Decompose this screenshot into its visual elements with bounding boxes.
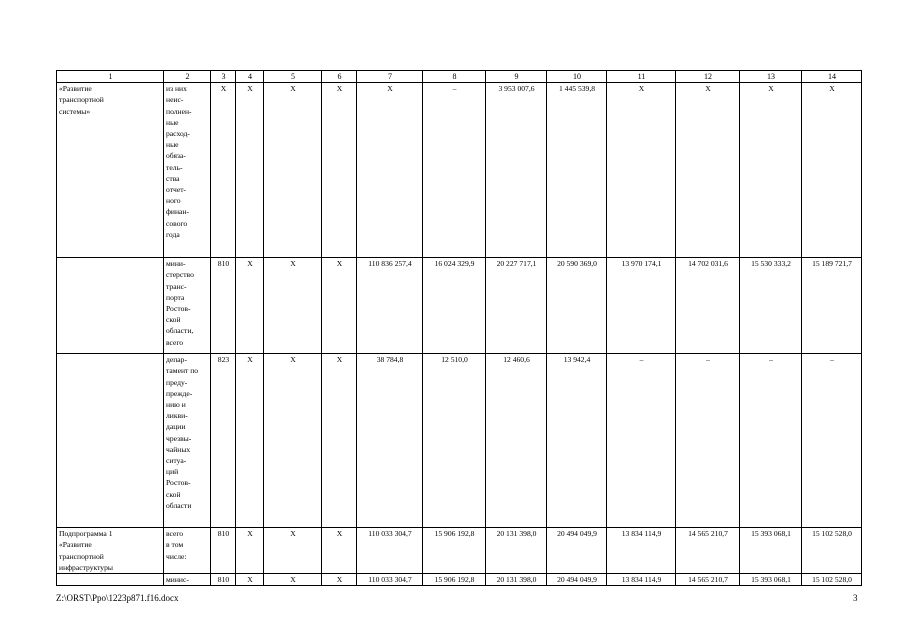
value-cell: X [740, 83, 802, 258]
column-number: 9 [486, 71, 547, 83]
value-cell: – [740, 354, 802, 528]
value-cell: 810 [211, 574, 236, 586]
column-number: 1 [57, 71, 164, 83]
value-cell: X [264, 354, 322, 528]
executor-cell: мини- стерство транс- порта Ростов- ской области, всего [164, 258, 211, 354]
value-cell: X [264, 528, 322, 574]
executor-cell: минис- [164, 574, 211, 586]
value-cell: 13 942,4 [547, 354, 607, 528]
value-cell: 16 024 329,9 [423, 258, 486, 354]
value-cell: 15 189 721,7 [802, 258, 862, 354]
value-cell: X [236, 528, 264, 574]
column-number: 5 [264, 71, 322, 83]
program-name-cell: Подпрограмма 1 «Развитие транспортной инфраструктуры [57, 528, 164, 574]
value-cell: 15 102 528,0 [802, 574, 862, 586]
column-number: 13 [740, 71, 802, 83]
value-cell: X [322, 354, 357, 528]
value-cell: 15 906 192,8 [423, 528, 486, 574]
value-cell: 13 970 174,1 [607, 258, 676, 354]
value-cell: – [676, 354, 740, 528]
column-number: 4 [236, 71, 264, 83]
value-cell: 20 131 398,0 [486, 574, 547, 586]
value-cell: X [264, 574, 322, 586]
column-number: 10 [547, 71, 607, 83]
value-cell: 110 836 257,4 [357, 258, 423, 354]
table-row [57, 528, 862, 574]
program-name-cell: «Развитие транспортной системы» [57, 83, 164, 258]
value-cell: 15 530 333,2 [740, 258, 802, 354]
column-number: 12 [676, 71, 740, 83]
value-cell: X [236, 574, 264, 586]
value-cell: 3 953 007,6 [486, 83, 547, 258]
program-name-cell [57, 354, 164, 528]
page-number: 3 [853, 593, 858, 603]
value-cell: X [236, 258, 264, 354]
value-cell: X [264, 83, 322, 258]
value-cell: 20 590 369,0 [547, 258, 607, 354]
column-number: 3 [211, 71, 236, 83]
value-cell: 20 131 398,0 [486, 528, 547, 574]
value-cell: 20 227 717,1 [486, 258, 547, 354]
value-cell: – [423, 83, 486, 258]
executor-cell: депар- тамент по преду- прежде- нию и ликви- дации чрезвы- чайных ситуа- ций Ростов- ской области [164, 354, 211, 528]
program-name-cell [57, 574, 164, 586]
table-row [57, 574, 862, 586]
footer-file-path: Z:\ORST\Ppo\1223p871.f16.docx [56, 593, 179, 603]
value-cell: 20 494 049,9 [547, 574, 607, 586]
value-cell: 13 834 114,9 [607, 528, 676, 574]
program-name-cell [57, 258, 164, 354]
column-number-row [57, 71, 862, 83]
value-cell: X [211, 83, 236, 258]
value-cell: 13 834 114,9 [607, 574, 676, 586]
value-cell: X [264, 258, 322, 354]
budget-table [56, 70, 862, 586]
value-cell: 38 784,8 [357, 354, 423, 528]
value-cell: X [357, 83, 423, 258]
value-cell: X [322, 258, 357, 354]
value-cell: 15 102 528,0 [802, 528, 862, 574]
value-cell: X [322, 83, 357, 258]
value-cell: X [802, 83, 862, 258]
value-cell: 110 033 304,7 [357, 528, 423, 574]
value-cell: 810 [211, 528, 236, 574]
value-cell: X [236, 83, 264, 258]
value-cell: 110 033 304,7 [357, 574, 423, 586]
value-cell: X [322, 528, 357, 574]
value-cell: 823 [211, 354, 236, 528]
value-cell: X [607, 83, 676, 258]
column-number: 14 [802, 71, 862, 83]
value-cell: – [607, 354, 676, 528]
value-cell: 810 [211, 258, 236, 354]
value-cell: 15 393 068,1 [740, 528, 802, 574]
value-cell: 14 565 210,7 [676, 574, 740, 586]
table-row [57, 258, 862, 354]
executor-cell: из них неис- полнен- ные расход- ные обяза- тель- ства отчет- ного финан- сового года [164, 83, 211, 258]
value-cell: 14 702 031,6 [676, 258, 740, 354]
column-number: 2 [164, 71, 211, 83]
value-cell: 12 510,0 [423, 354, 486, 528]
value-cell: X [322, 574, 357, 586]
value-cell: 15 906 192,8 [423, 574, 486, 586]
table-row [57, 83, 862, 258]
executor-cell: всего в том числе: [164, 528, 211, 574]
value-cell: X [236, 354, 264, 528]
table-row [57, 354, 862, 528]
value-cell: 20 494 049,9 [547, 528, 607, 574]
value-cell: X [676, 83, 740, 258]
value-cell: 15 393 068,1 [740, 574, 802, 586]
value-cell: 12 460,6 [486, 354, 547, 528]
value-cell: 14 565 210,7 [676, 528, 740, 574]
column-number: 6 [322, 71, 357, 83]
column-number: 8 [423, 71, 486, 83]
value-cell: – [802, 354, 862, 528]
value-cell: 1 445 539,8 [547, 83, 607, 258]
column-number: 11 [607, 71, 676, 83]
column-number: 7 [357, 71, 423, 83]
